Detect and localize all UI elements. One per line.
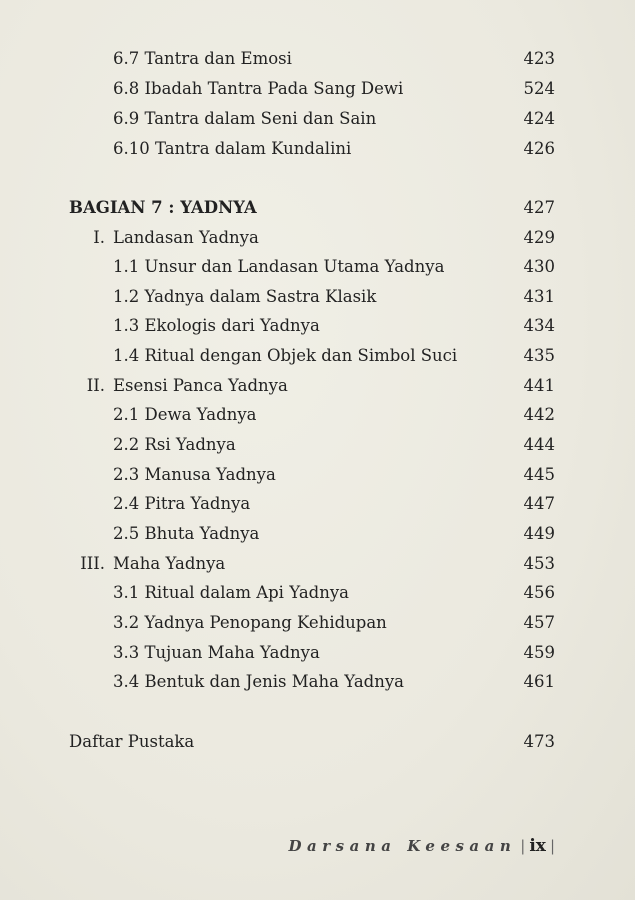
toc-entry-label: 3.2 Yadnya Penopang Kehidupan xyxy=(113,613,387,632)
toc-entry-page: 445 xyxy=(523,465,555,484)
toc-entry-page: 457 xyxy=(523,613,555,632)
toc-entry xyxy=(0,492,635,516)
toc-entry xyxy=(0,285,635,309)
toc-part-heading xyxy=(0,196,635,220)
toc-entry-page: 449 xyxy=(523,524,555,543)
toc-entry-label: 2.5 Bhuta Yadnya xyxy=(113,524,260,543)
toc-entry xyxy=(0,107,635,131)
toc-chapter xyxy=(0,552,635,576)
toc-entry xyxy=(0,611,635,635)
toc-entry xyxy=(0,344,635,368)
toc-entry-page: 442 xyxy=(523,405,555,424)
toc-entry-page: 429 xyxy=(523,228,555,247)
toc-entry-page: 473 xyxy=(523,732,555,751)
toc-chapter xyxy=(0,226,635,250)
page-number: ix xyxy=(529,836,546,856)
toc-entry-label: Esensi Panca Yadnya xyxy=(113,376,288,395)
toc-entry-page: 424 xyxy=(523,109,555,128)
toc-entry-label: BAGIAN 7 : YADNYA xyxy=(69,198,257,217)
toc-entry xyxy=(0,641,635,665)
toc-entry xyxy=(0,403,635,427)
toc-entry-label: 3.4 Bentuk dan Jenis Maha Yadnya xyxy=(113,672,405,691)
toc-entry-page: 434 xyxy=(523,316,555,335)
toc-entry-label: 1.4 Ritual dengan Objek dan Simbol Suci xyxy=(113,346,458,365)
toc-entry-page: 453 xyxy=(523,554,555,573)
toc-entry-label: 6.10 Tantra dalam Kundalini xyxy=(113,139,352,158)
toc-entry-page: 461 xyxy=(523,672,555,691)
toc-entry-label: 2.2 Rsi Yadnya xyxy=(113,435,236,454)
footer-separator: | xyxy=(549,837,555,855)
toc-entry xyxy=(0,522,635,546)
toc-entry-page: 427 xyxy=(523,198,555,217)
toc-entry xyxy=(0,77,635,101)
toc-chapter-number: II. xyxy=(86,376,105,395)
toc-entry-label: 2.1 Dewa Yadnya xyxy=(113,405,257,424)
toc-bibliography-entry xyxy=(0,730,635,754)
toc-entry xyxy=(0,433,635,457)
toc-entry-page: 431 xyxy=(523,287,555,306)
toc-entry-page: 459 xyxy=(523,643,555,662)
toc-entry xyxy=(0,463,635,487)
toc-entry-page: 524 xyxy=(523,79,555,98)
toc-entry-label: 3.3 Tujuan Maha Yadnya xyxy=(113,643,320,662)
toc-entry xyxy=(0,47,635,71)
running-title: Darsana Keesaan xyxy=(288,837,517,855)
toc-entry-label: 3.1 Ritual dalam Api Yadnya xyxy=(113,583,350,602)
toc-entry xyxy=(0,581,635,605)
toc-entry-label: 6.9 Tantra dalam Seni dan Sain xyxy=(113,109,377,128)
toc-entry-label: 1.3 Ekologis dari Yadnya xyxy=(113,316,320,335)
toc-entry-label: 1.2 Yadnya dalam Sastra Klasik xyxy=(113,287,377,306)
toc-chapter-number: I. xyxy=(93,228,105,247)
toc-entry-page: 441 xyxy=(523,376,555,395)
toc-entry-page: 426 xyxy=(523,139,555,158)
footer-separator: | xyxy=(520,837,526,855)
toc-entry-page: 444 xyxy=(523,435,555,454)
toc-entry-page: 430 xyxy=(523,257,555,276)
toc-entry-page: 435 xyxy=(523,346,555,365)
toc-entry xyxy=(0,314,635,338)
toc-entry-page: 447 xyxy=(523,494,555,513)
page-footer xyxy=(289,835,559,857)
toc-entry-label: 2.4 Pitra Yadnya xyxy=(113,494,251,513)
toc-entry-label: Maha Yadnya xyxy=(113,554,226,573)
toc-entry-page: 456 xyxy=(523,583,555,602)
toc-entry xyxy=(0,137,635,161)
toc-entry xyxy=(0,255,635,279)
toc-entry-label: 1.1 Unsur dan Landasan Utama Yadnya xyxy=(113,257,445,276)
toc-chapter xyxy=(0,374,635,398)
toc-entry-label: Landasan Yadnya xyxy=(113,228,259,247)
toc-entry xyxy=(0,670,635,694)
toc-entry-label: 6.8 Ibadah Tantra Pada Sang Dewi xyxy=(113,79,404,98)
toc-chapter-number: III. xyxy=(80,554,105,573)
toc-entry-label: 2.3 Manusa Yadnya xyxy=(113,465,276,484)
toc-entry-label: 6.7 Tantra dan Emosi xyxy=(113,49,292,68)
toc-entry-label: Daftar Pustaka xyxy=(69,732,195,751)
toc-entry-page: 423 xyxy=(523,49,555,68)
